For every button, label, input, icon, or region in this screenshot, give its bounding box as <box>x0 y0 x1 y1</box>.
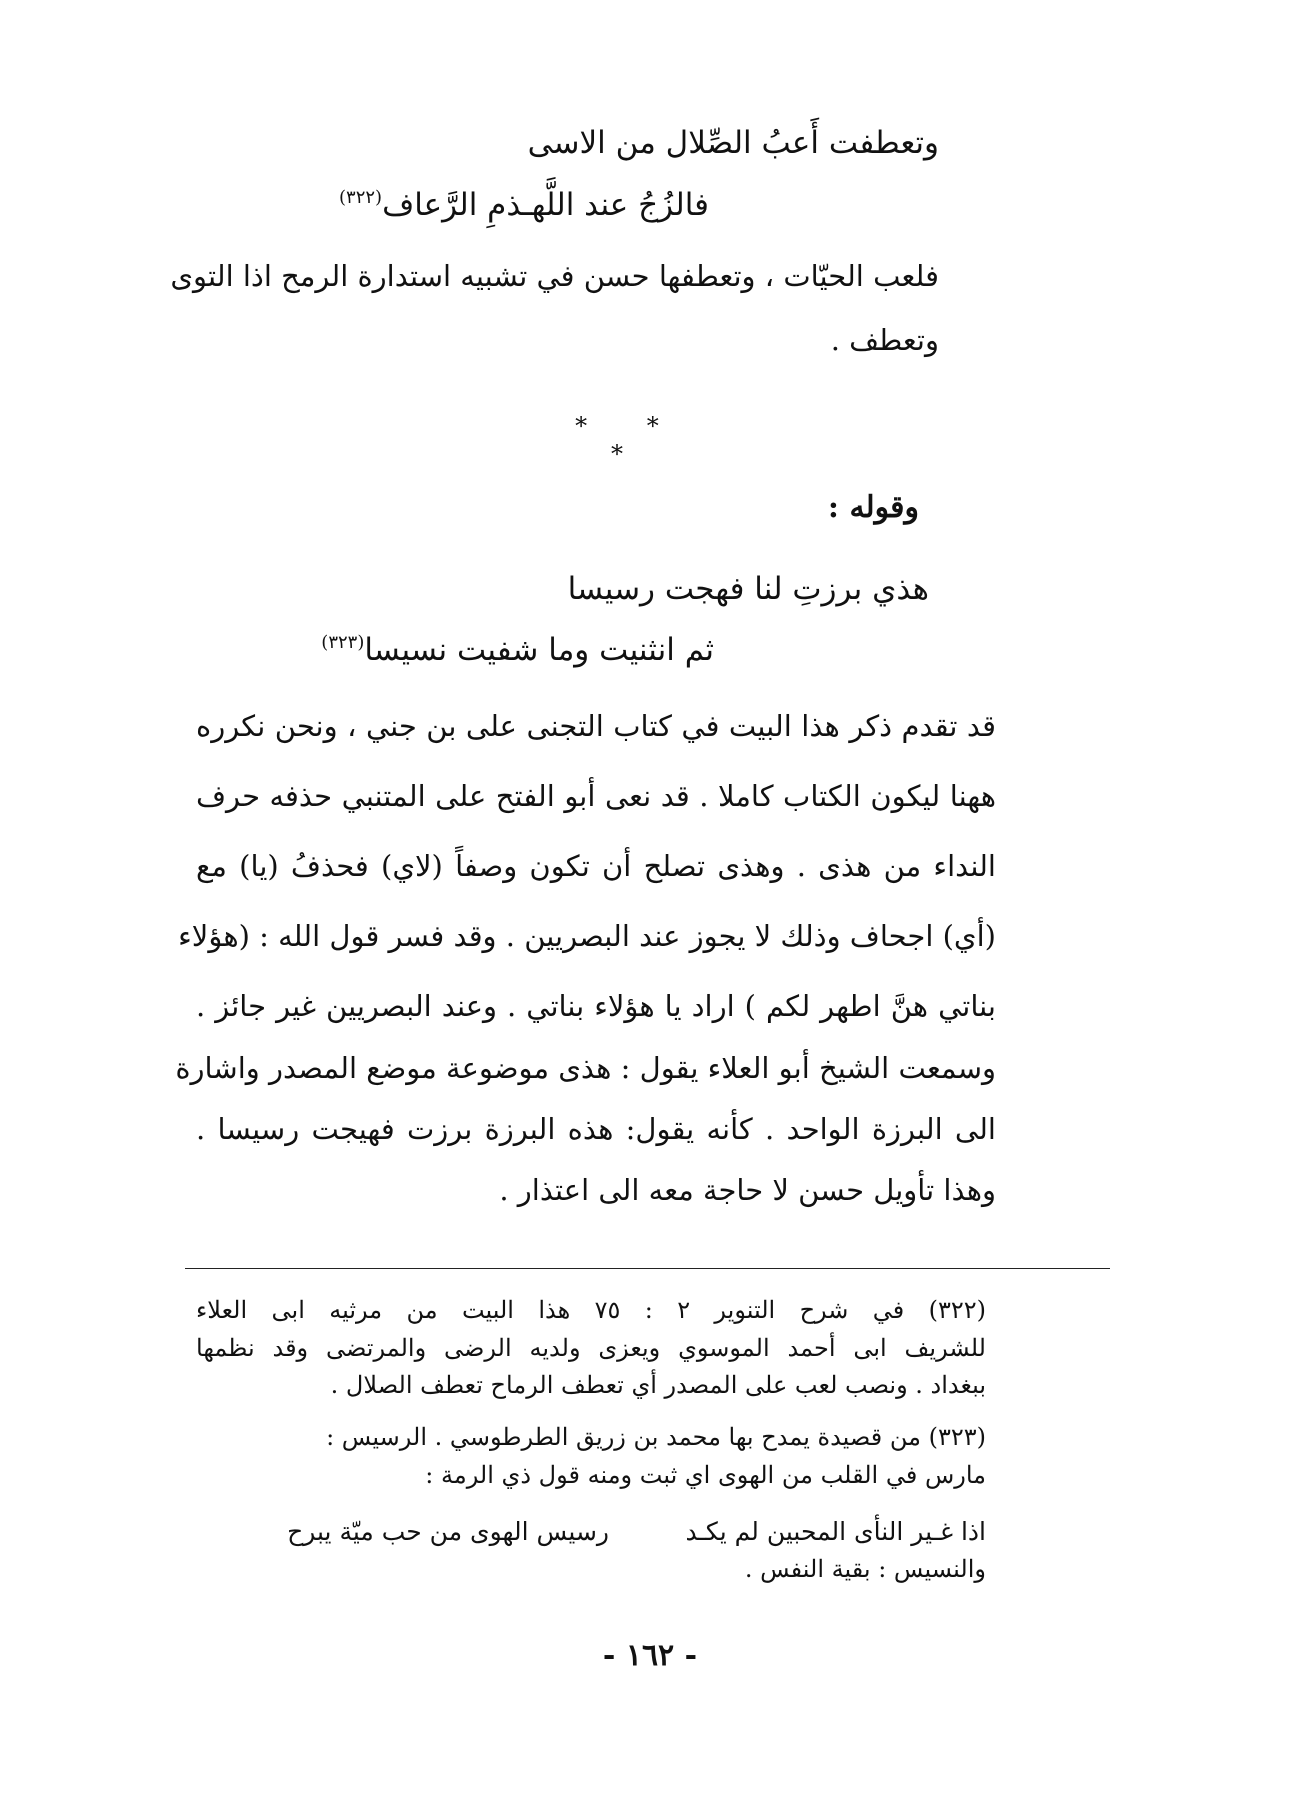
paragraph-text: وتعطف . <box>830 323 939 357</box>
verse-text: ثم انثنيت وما شفيت نسيسا <box>364 632 714 668</box>
footnote-line <box>425 1463 986 1487</box>
paragraph-line <box>196 709 996 743</box>
paragraph-text: (أي) اجحاف وذلك لا يجوز عند البصريين . وقد فسر قول الله : (هؤلاء <box>178 919 996 953</box>
paragraph-line <box>196 1112 996 1146</box>
paragraph-line <box>175 1051 996 1085</box>
footnote-line <box>331 1373 986 1397</box>
paragraph-text: وسمعت الشيخ أبو العلاء يقول : هذى موضوعة موضع المصدر واشارة <box>175 1051 996 1085</box>
hemistich-text: رسيس الهوى من حب ميّة يبرح <box>287 1517 609 1546</box>
footnote-text: ببغداد . ونصب لعب على المصدر أي تعطف الرماح تعطف الصلال . <box>330 1371 986 1399</box>
paragraph-text: النداء من هذى . وهذى تصلح أن تكون وصفاً (لاي) فحذفُ (يا) مع <box>196 849 996 883</box>
section-heading <box>827 490 919 525</box>
footnote-divider <box>185 1268 1110 1269</box>
hemistich-text: اذا غـير النأى المحبين لم يكـد <box>685 1517 986 1546</box>
quoted-verse-second-hemistich <box>287 1517 609 1546</box>
paragraph-line <box>196 989 996 1023</box>
poem-verse-line <box>321 632 714 668</box>
footnote-text: مارس في القلب من الهوى اي ثبت ومنه قول ذي الرمة : <box>425 1461 986 1489</box>
paragraph-text: ههنا ليكون الكتاب كاملا . قد نعى أبو الفتح على المتنبي حذفه حرف <box>196 779 996 813</box>
heading-text: وقوله : <box>827 490 919 525</box>
paragraph-text: قد تقدم ذكر هذا البيت في كتاب التجنى على بن جني ، ونحن نكرره <box>196 709 996 743</box>
footnote-text: للشريف ابى أحمد الموسوي ويعزى ولديه الرضى والمرتضى وقد نظمها <box>196 1334 986 1362</box>
paragraph-text: الى البرزة الواحد . كأنه يقول: هذه البرزة برزت فهيجت رسيسا . <box>196 1112 996 1146</box>
page-number: - ١٦٢ - <box>602 1638 698 1673</box>
footnote-reference: (٣٢٣) <box>321 632 365 653</box>
paragraph-text: فلعب الحيّات ، وتعطفها حسن في تشبيه استدارة الرمح اذا التوى <box>170 259 939 293</box>
quoted-verse-first-hemistich <box>685 1517 986 1546</box>
paragraph-line <box>170 259 939 293</box>
footnote-line <box>196 1298 986 1322</box>
verse-text: وتعطفت أَعبُ الصِّلال من الاسى <box>527 125 939 161</box>
paragraph-text: بناتي هنَّ اطهر لكم ) اراد يا هؤلاء بناتي . وعند البصريين غير جائز . <box>196 989 996 1023</box>
paragraph-line <box>196 779 996 813</box>
footnote-line <box>196 1336 986 1360</box>
footnote-text: (٣٢٢) في شرح التنوير ٢ : ٧٥ هذا البيت من مرثيه ابى العلاء <box>196 1296 987 1324</box>
poem-verse-line <box>527 125 939 161</box>
section-separator: * * * <box>575 412 685 468</box>
poem-verse-line <box>339 187 709 223</box>
footnote-reference: (٣٢٢) <box>339 187 383 208</box>
poem-verse-line <box>567 571 929 607</box>
verse-text: هذي برزتِ لنا فهجت رسيسا <box>567 571 929 607</box>
paragraph-line <box>499 1173 996 1207</box>
paragraph-text: وهذا تأويل حسن لا حاجة معه الى اعتذار . <box>499 1173 996 1207</box>
footnote-text: والنسيس : بقية النفس . <box>744 1555 986 1583</box>
paragraph-line <box>830 323 939 357</box>
footnote-line <box>326 1425 986 1449</box>
verse-text: فالزُجُ عند اللَّهـذمِ الرَّعاف <box>382 187 709 223</box>
footnote-line <box>745 1557 986 1581</box>
paragraph-line <box>196 849 996 883</box>
paragraph-line <box>178 919 996 953</box>
footnote-text: (٣٢٣) من قصيدة يمدح بها محمد بن زريق الطرطوسي . الرسيس : <box>326 1423 986 1451</box>
